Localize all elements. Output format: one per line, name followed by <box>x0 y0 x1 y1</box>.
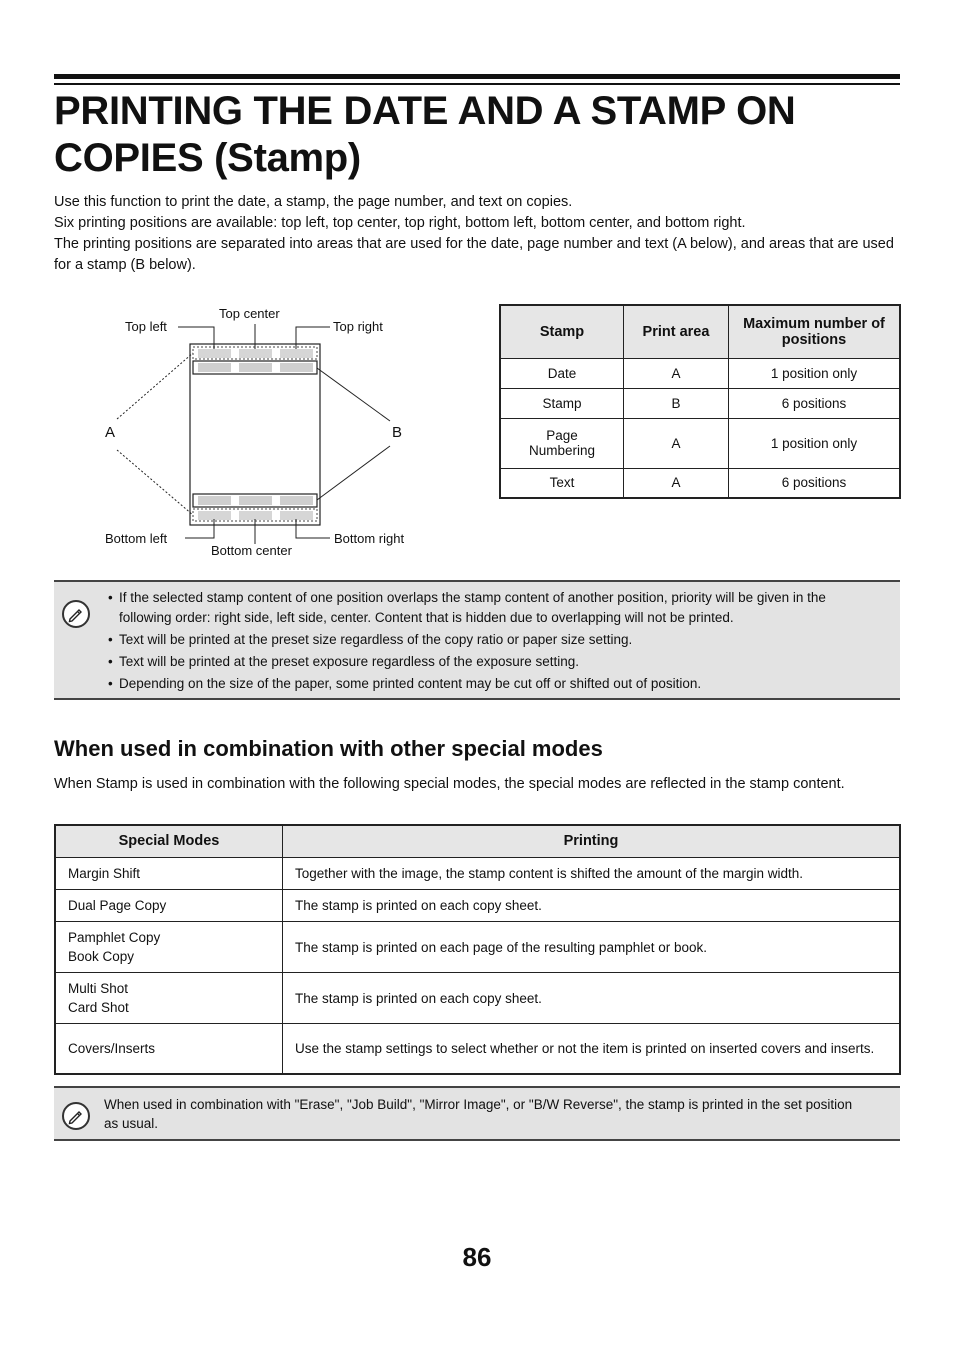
table-cell: 1 position only <box>729 418 901 468</box>
pointer-a-bottom <box>117 450 193 515</box>
bottom-area-b-left <box>198 496 231 505</box>
header-rule-thick <box>54 74 900 79</box>
printing-cell: The stamp is printed on each copy sheet. <box>283 890 901 922</box>
table-cell: B <box>624 388 729 418</box>
label-top-left: Top left <box>125 319 167 334</box>
section-intro: When Stamp is used in combination with the following special modes, the special modes are reflected in the stamp content. <box>54 776 845 792</box>
table-row <box>55 1024 900 1074</box>
stamp-table <box>499 304 901 499</box>
table-row <box>55 890 900 922</box>
top-area-b-center <box>239 363 272 372</box>
mode-name: Multi Shot <box>68 981 129 996</box>
top-area-b-right <box>280 363 313 372</box>
bottom-area-a-center <box>239 511 272 520</box>
page-number: 86 <box>462 1242 492 1272</box>
section-heading: When used in combination with other special modes <box>54 736 603 761</box>
mode-cell <box>55 890 283 922</box>
table-cell: A <box>624 358 729 388</box>
mode-cell <box>55 922 283 973</box>
mode-name: Margin Shift <box>68 866 141 881</box>
table-cell: Date <box>500 358 624 388</box>
table-header-row <box>500 305 900 358</box>
note-list <box>108 588 882 694</box>
page-title <box>54 88 900 182</box>
table-row <box>55 858 900 890</box>
list-item: • Text will be printed at the preset exposure regardless of the exposure setting. <box>108 652 882 672</box>
table-cell: 6 positions <box>729 468 901 498</box>
bottom-area-a-right <box>280 511 313 520</box>
note-text: When used in combination with "Erase", "Job Build", "Mirror Image", or "B/W Reverse", the stamp is printed in the set position as usual. <box>104 1097 853 1131</box>
printing-cell: Together with the image, the stamp content is shifted the amount of the margin width. <box>283 858 901 890</box>
mode-name: Pamphlet Copy <box>68 930 161 945</box>
label-bottom-center: Bottom center <box>211 543 292 558</box>
table-cell: Stamp <box>500 388 624 418</box>
table-row <box>500 388 900 418</box>
table-cell: 6 positions <box>729 388 901 418</box>
header-rule-thin <box>54 83 900 85</box>
pointer-a-top <box>117 353 193 419</box>
top-area-b-left <box>198 363 231 372</box>
table-row <box>500 468 900 498</box>
table-header-row <box>55 825 900 858</box>
label-top-right: Top right <box>333 319 383 334</box>
mode-name: Card Shot <box>68 1000 129 1015</box>
label-a: A <box>105 424 116 441</box>
mode-cell <box>55 973 283 1024</box>
pencil-note-icon <box>62 600 90 628</box>
list-item: • Text will be printed at the preset size regardless of the copy ratio or paper size setting. <box>108 630 882 650</box>
pointer-b-bottom <box>317 446 390 500</box>
mode-cell <box>55 858 283 890</box>
pointer-b-top <box>317 368 390 421</box>
print-position-diagram <box>100 300 430 570</box>
mode-name: Covers/Inserts <box>68 1040 156 1056</box>
bottom-area-b-center <box>239 496 272 505</box>
page-title-line1: PRINTING THE DATE AND A STAMP ON <box>54 89 796 133</box>
column-header: Special Modes <box>55 825 283 858</box>
paper-diagram <box>100 300 430 570</box>
table-cell: Text <box>500 468 624 498</box>
column-header: Print area <box>624 305 729 358</box>
table-row <box>55 973 900 1024</box>
table-cell: 1 position only <box>729 358 901 388</box>
top-area-a-left <box>198 349 231 358</box>
table-cell: A <box>624 468 729 498</box>
printing-cell: The stamp is printed on each page of the resulting pamphlet or book. <box>283 922 901 973</box>
page-title-line2: COPIES (Stamp) <box>54 136 361 180</box>
note-box <box>54 1086 900 1141</box>
column-header: Stamp <box>500 305 624 358</box>
list-item: • Depending on the size of the paper, some printed content may be cut off or shifted out of position. <box>108 674 882 694</box>
mode-cell <box>55 1024 283 1074</box>
top-area-a-center <box>239 349 272 358</box>
bottom-area-b-right <box>280 496 313 505</box>
column-header: Printing <box>283 825 901 858</box>
intro-paragraph: The printing positions are separated into areas that are used for the date, page number and text (A below), and areas that are used for a stamp (B below). <box>54 236 894 273</box>
bottom-area-a-left <box>198 511 231 520</box>
pencil-note-icon <box>62 1102 90 1130</box>
table-row <box>500 358 900 388</box>
intro-text <box>54 192 900 276</box>
table-row <box>500 418 900 468</box>
label-top-center: Top center <box>219 306 280 321</box>
printing-cell: Use the stamp settings to select whether or not the item is printed on inserted covers and inserts. <box>283 1024 901 1074</box>
special-modes-table <box>54 824 901 1075</box>
label-bottom-right: Bottom right <box>334 531 405 546</box>
intro-paragraph: Six printing positions are available: top left, top center, top right, bottom left, bottom center, and bottom right. <box>54 215 746 231</box>
mode-name: Book Copy <box>68 949 135 964</box>
intro-paragraph: Use this function to print the date, a stamp, the page number, and text on copies. <box>54 194 573 210</box>
top-area-a-right <box>280 349 313 358</box>
note-box <box>54 580 900 700</box>
table-cell: A <box>624 418 729 468</box>
table-cell: Page Numbering <box>500 418 624 468</box>
printing-cell: The stamp is printed on each copy sheet. <box>283 973 901 1024</box>
table-row <box>55 922 900 973</box>
list-item: • If the selected stamp content of one position overlaps the stamp content of another position, priority will be given in the following order: right side, left side, center. Content that is hidden due to overlapping will not be printed. <box>108 588 882 628</box>
label-bottom-left: Bottom left <box>105 531 168 546</box>
label-b: B <box>392 424 403 441</box>
column-header: Maximum number of positions <box>729 305 901 358</box>
mode-name: Dual Page Copy <box>68 898 167 913</box>
